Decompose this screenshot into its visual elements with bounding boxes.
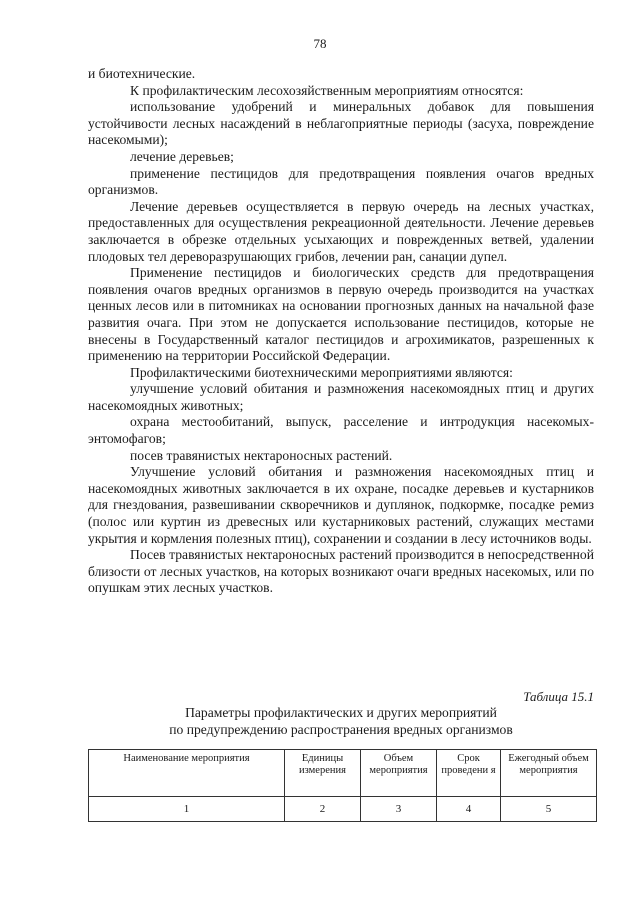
paragraph: Применение пестицидов и биологических средств для предотвращения появления очагов вредных организмов в первую очередь производится на участках ценных лесов или в питомниках на основании прогнозных данных на начальной фазе развития очага. При этом не допускается использование пестицидов, которые не внесены в Государственный каталог пестицидов и агрохимикатов, разрешенных к применению на территории Российской Федерации. <box>88 265 594 364</box>
table-row <box>89 797 597 822</box>
column-number: 1 <box>89 797 285 822</box>
header-annual-volume: Ежегодный объем мероприятия <box>508 753 589 776</box>
header-name: Наименование мероприятия <box>123 753 250 764</box>
paragraph: К профилактическим лесохозяйственным мероприятиям относятся: <box>130 82 524 98</box>
paragraph: охрана местообитаний, выпуск, расселение и интродукция насекомых-энтомофагов; <box>88 414 594 447</box>
paragraph: применение пестицидов для предотвращения появления очагов вредных организмов. <box>88 165 594 198</box>
paragraph: использование удобрений и минеральных добавок для повышения устойчивости лесных насаждений в неблагоприятные периоды (засуха, повреждение насекомыми); <box>88 99 594 148</box>
paragraph: Посев травянистых нектароносных растений производится в непосредственной близости от лесных участков, на которых возникают очаги вредных насекомых, или по опушкам этих лесных участков. <box>88 547 594 596</box>
page-number: 78 <box>313 36 327 51</box>
body-text <box>88 66 594 597</box>
paragraph: улучшение условий обитания и размножения насекомоядных птиц и других насекомоядных животных; <box>88 381 594 413</box>
header-volume: Объем мероприятия <box>369 753 428 776</box>
table-title-line: по предупреждению распространения вредных организмов <box>169 722 513 737</box>
header-cell <box>437 750 501 797</box>
header-units: Единицы измерения <box>299 753 346 776</box>
column-number: 3 <box>361 797 437 822</box>
header-cell <box>285 750 361 797</box>
paragraph: и биотехнические. <box>88 66 196 81</box>
header-cell <box>361 750 437 797</box>
header-cell <box>501 750 597 797</box>
column-number: 4 <box>437 797 501 822</box>
paragraph: Профилактическими биотехническими мероприятиями являются: <box>130 364 513 380</box>
table-title <box>88 704 594 738</box>
paragraph: лечение деревьев; <box>130 148 234 164</box>
table-title-line: Параметры профилактических и других мероприятий <box>185 705 497 720</box>
paragraph: Лечение деревьев осуществляется в первую очередь на лесных участках, предоставленных для осуществления рекреационной деятельности. Лечение деревьев заключается в обрезке отдельных усыхающих и поврежденных ветвей, удалении плодовых тел дереворазрушающих грибов, лечении ран, санации дупел. <box>88 198 594 264</box>
table-header-row <box>89 750 597 797</box>
column-number: 2 <box>285 797 361 822</box>
table-caption: Таблица 15.1 <box>523 689 594 704</box>
paragraph: Улучшение условий обитания и размножения насекомоядных птиц и насекомоядных животных заключается в их охране, посадке деревьев и кустарников для гнездования, развешивании скворечников и дуплянок, подкормке, посадке ремиз (полос или куртин из древесных или кустарниковых растений, служащих местами укрытия и кормления полезных птиц), сохранении и создании в лесу источников воды. <box>88 464 594 546</box>
paragraph: посев травянистых нектароносных растений. <box>130 447 393 463</box>
header-term: Срок проведени я <box>441 753 496 776</box>
parameters-table <box>88 749 597 822</box>
column-number: 5 <box>501 797 597 822</box>
header-cell <box>89 750 285 797</box>
